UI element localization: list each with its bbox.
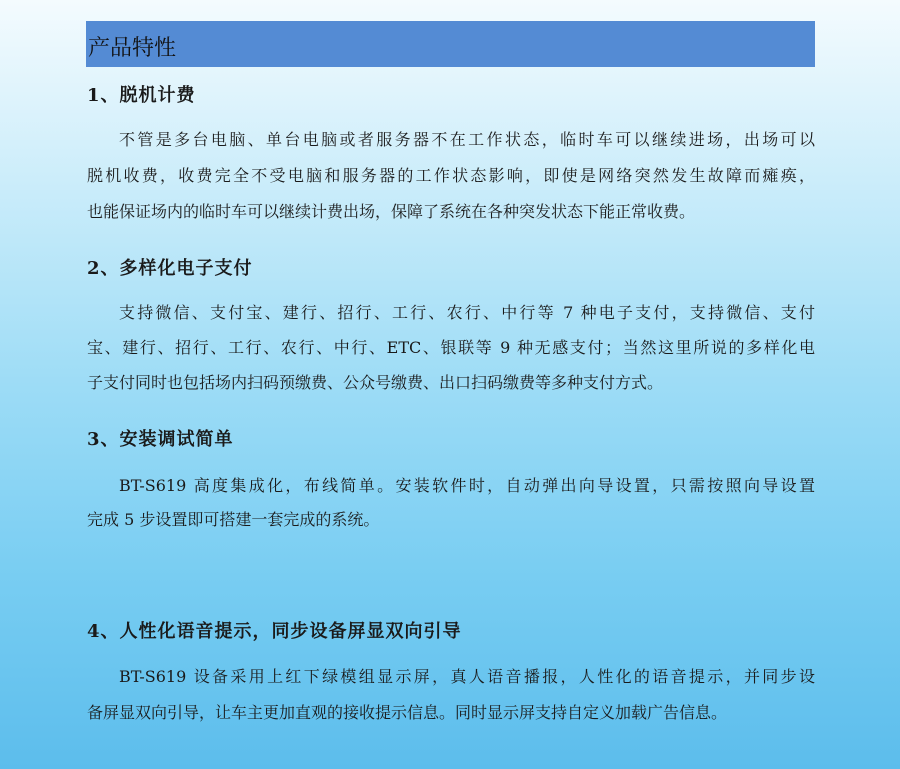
paragraph-line: 宝、建行、招行、工行、农行、中行、ETC、银联等 9 种无感支付；当然这里所说的多样化电 (87, 338, 815, 357)
paragraph-line: 子支付同时也包括场内扫码预缴费、公众号缴费、出口扫码缴费等多种支付方式。 (87, 373, 664, 392)
section-title-bar (86, 21, 815, 67)
paragraph-line: 完成 5 步设置即可搭建一套完成的系统。 (87, 510, 380, 529)
heading-offline-billing: 1、脱机计费 (87, 85, 196, 106)
paragraph-line: 也能保证场内的临时车可以继续计费出场，保障了系统在各种突发状态下能正常收费。 (87, 202, 696, 221)
paragraph-line: BT-S619 设备采用上红下绿模组显示屏，真人语音播报，人性化的语音提示，并同步设 (119, 667, 815, 686)
heading-voice-prompt: 4、人性化语音提示，同步设备屏显双向引导 (87, 621, 462, 642)
heading-electronic-payment: 2、多样化电子支付 (87, 258, 253, 279)
page-title: 产品特性 (88, 36, 177, 61)
paragraph-line: 不管是多台电脑、单台电脑或者服务器不在工作状态，临时车可以继续进场，出场可以 (119, 130, 815, 149)
paragraph-line: 脱机收费，收费完全不受电脑和服务器的工作状态影响，即使是网络突然发生故障而瘫痪， (87, 166, 815, 185)
paragraph-line: 备屏显双向引导，让车主更加直观的接收提示信息。同时显示屏支持自定义加载广告信息。 (87, 703, 728, 722)
paragraph-line: 支持微信、支付宝、建行、招行、工行、农行、中行等 7 种电子支付，支持微信、支付 (119, 303, 815, 322)
heading-easy-installation: 3、安装调试简单 (87, 429, 234, 450)
paragraph-line: BT-S619 高度集成化，布线简单。安装软件时，自动弹出向导设置，只需按照向导设置 (119, 476, 815, 495)
